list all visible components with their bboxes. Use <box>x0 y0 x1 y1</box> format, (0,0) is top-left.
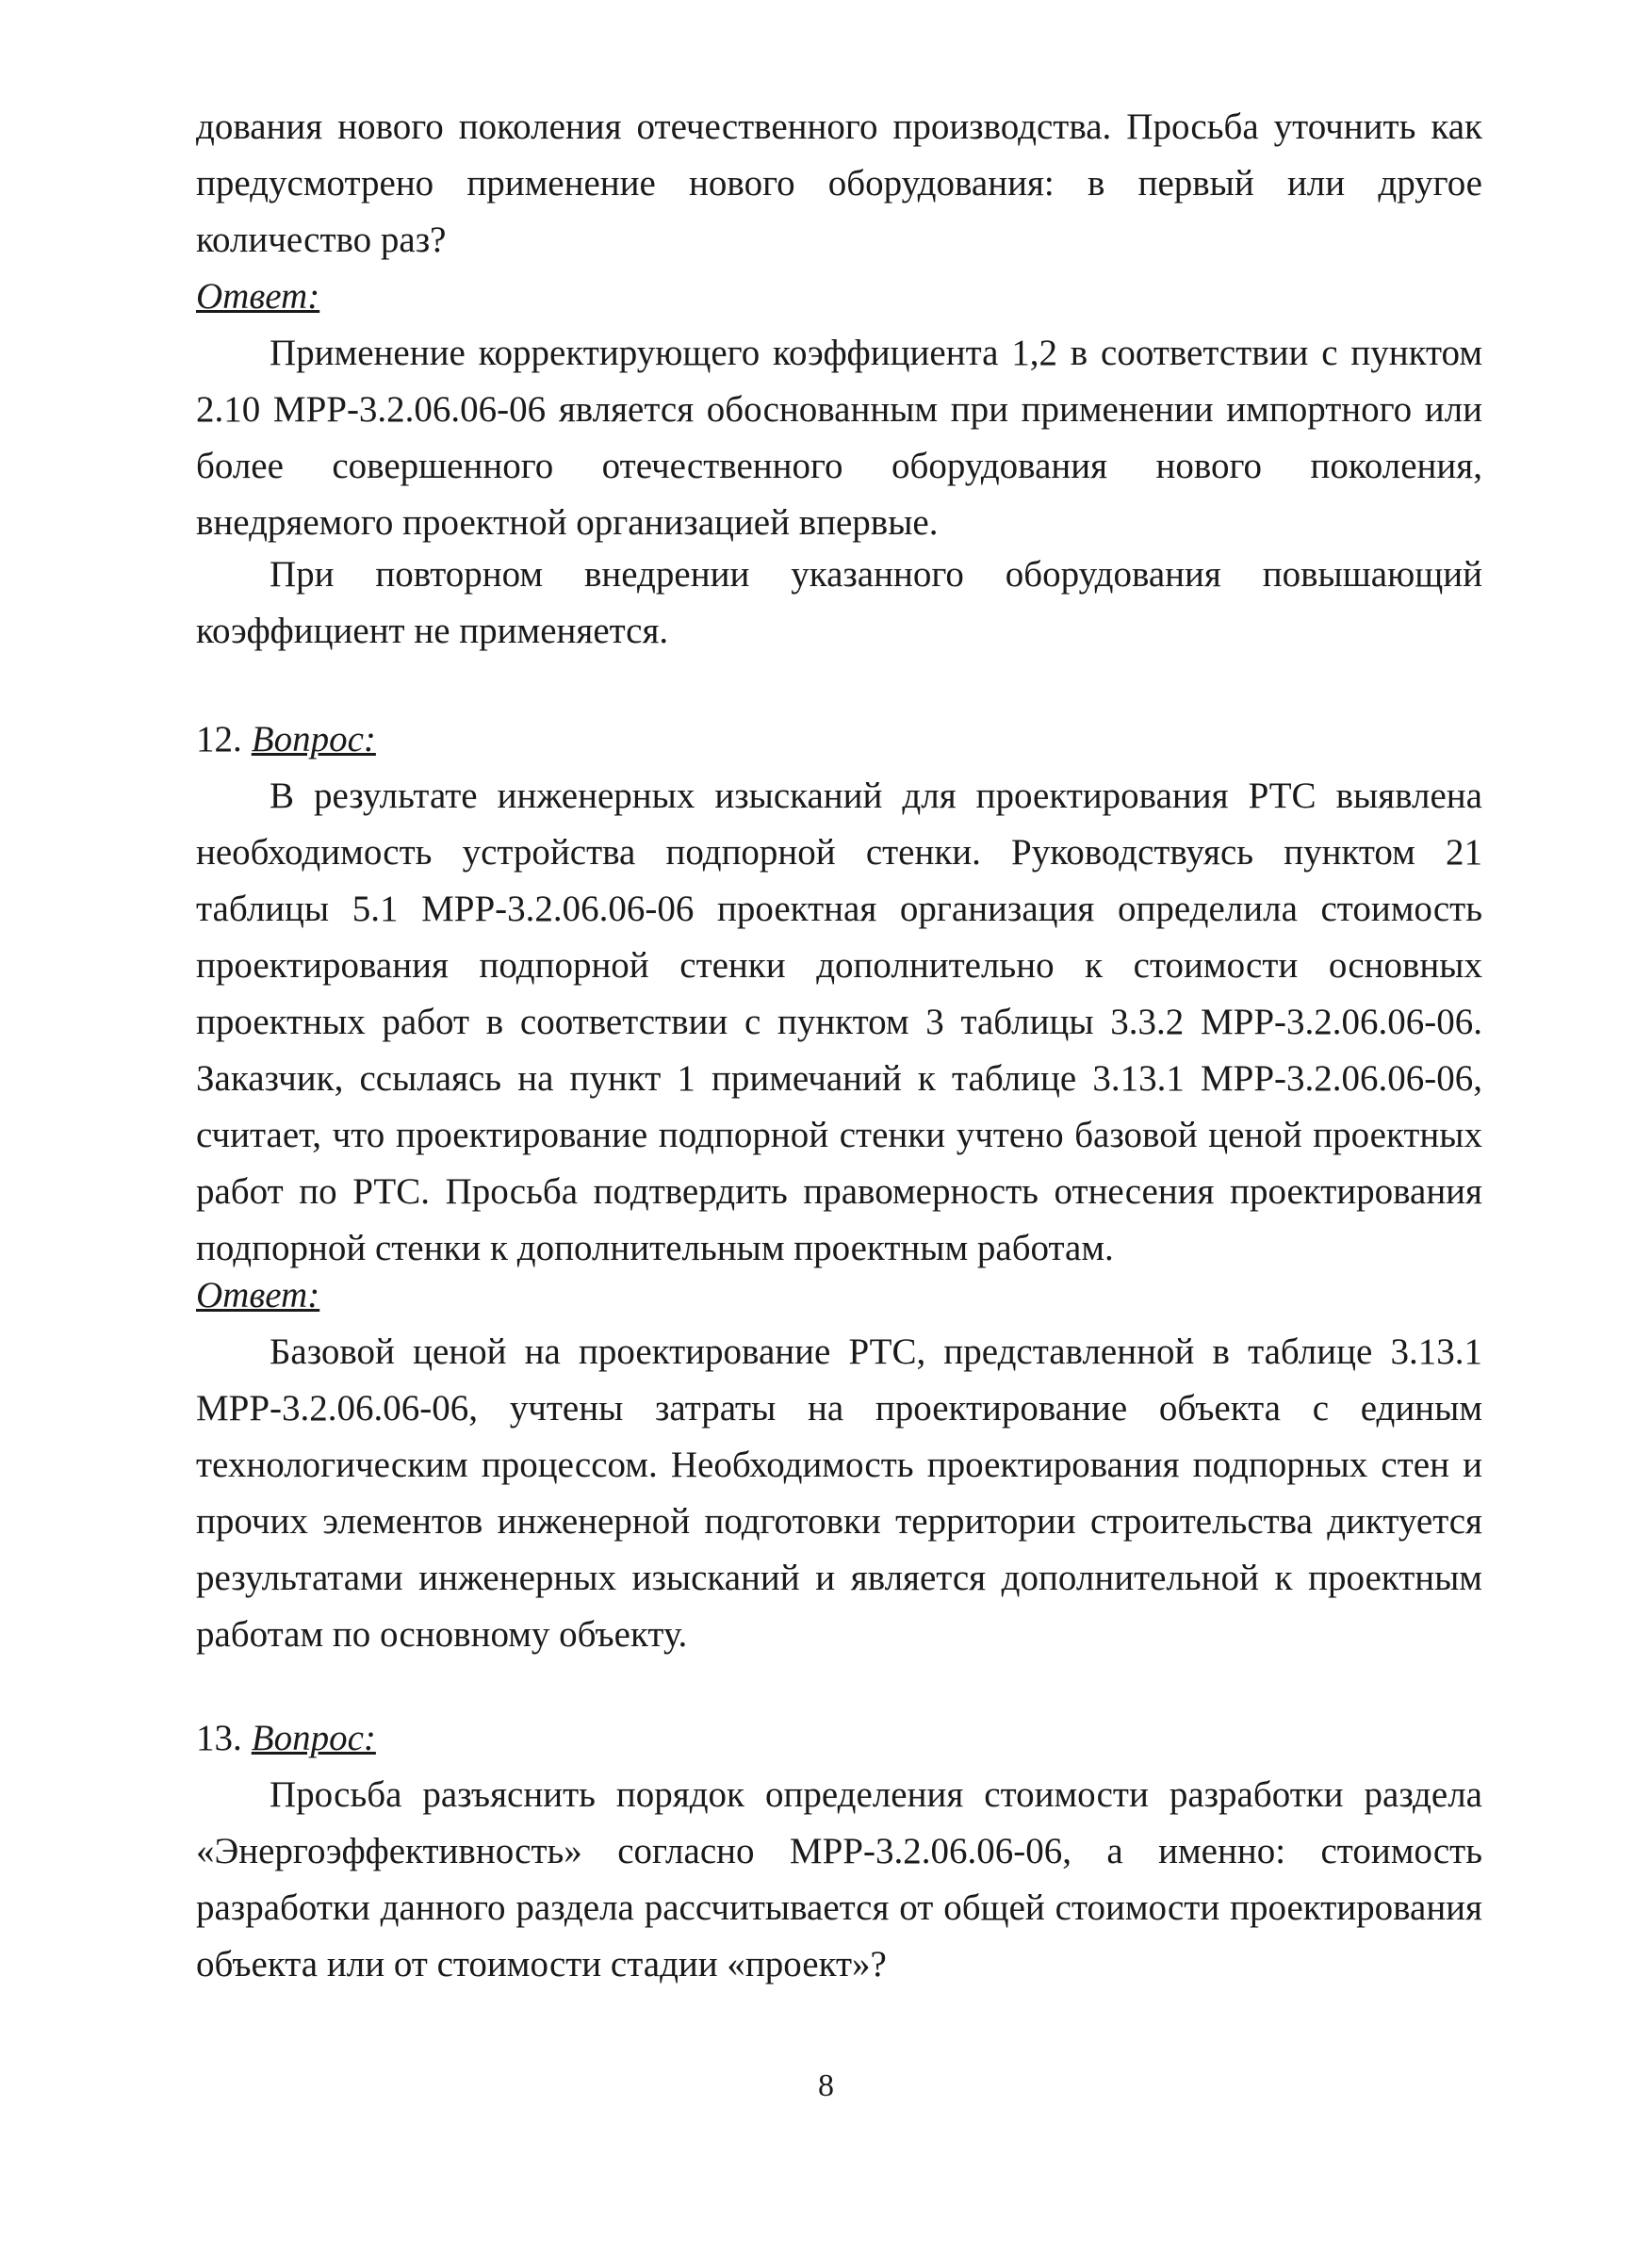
continuation-paragraph <box>196 99 1482 269</box>
question-13-text: Просьба разъяснить порядок определения стоимости разработки раздела «Энергоэффективность» согласно МРР-3.2.06.06-06, а именно: стоимость разработки данного раздела рассчитывается от общей стоимости проектирования объекта или от стоимости стадии «проект»? <box>196 1774 1482 1984</box>
answer-11-text-1: Применение корректирующего коэффициента 1,2 в соответствии с пунктом 2.10 МРР-3.2.06.06-06 является обоснованным при применении импортного или более совершенного отечественного оборудования нового поколения, внедряемого проектной организацией впервые. <box>196 333 1482 543</box>
question-12-number: 12. <box>196 719 242 760</box>
question-12-paragraph <box>196 768 1482 1277</box>
answer-12-heading <box>196 1267 1482 1324</box>
answer-11-text-2: При повторном внедрении указанного оборудования повышающий коэффициент не применяется. <box>196 554 1482 651</box>
answer-11-heading <box>196 269 1482 325</box>
page-number: 8 <box>818 2068 834 2103</box>
continuation-text: дования нового поколения отечественного производства. Просьба уточнить как предусмотрено применение нового оборудования: в первый или другое количество раз? <box>196 106 1482 260</box>
question-label: Вопрос: <box>251 719 376 760</box>
answer-label: Ответ: <box>196 1275 320 1315</box>
question-13-number: 13. <box>196 1718 242 1758</box>
question-12-heading <box>196 711 1482 768</box>
answer-12-text: Базовой ценой на проектирование РТС, представленной в таблице 3.13.1 МРР-3.2.06.06-06, учтены затраты на проектирование объекта с единым технологическим процессом. Необходимость проектирования подпорных стен и прочих элементов инженерной подготовки территории строительства диктуется результатами инженерных изысканий и является дополнительной к проектным работам по основному объекту. <box>196 1331 1482 1655</box>
question-13-heading <box>196 1710 1482 1767</box>
question-label: Вопрос: <box>251 1718 376 1758</box>
answer-11-paragraph-1 <box>196 325 1482 551</box>
answer-11-paragraph-2 <box>196 547 1482 660</box>
answer-label: Ответ: <box>196 276 320 317</box>
question-12-text: В результате инженерных изысканий для проектирования РТС выявлена необходимость устройства подпорной стенки. Руководствуясь пунктом 21 таблицы 5.1 МРР-3.2.06.06-06 проектная организация определила стоимость проектирования подпорной стенки дополнительно к стоимости основных проектных работ в соответствии с пунктом 3 таблицы 3.3.2 МРР-3.2.06.06-06. Заказчик, ссылаясь на пункт 1 примечаний к таблице 3.13.1 МРР-3.2.06.06-06, считает, что проектирование подпорной стенки учтено базовой ценой проектных работ по РТС. Просьба подтвердить правомерность отнесения проектирования подпорной стенки к дополнительным проектным работам. <box>196 776 1482 1268</box>
question-13-paragraph <box>196 1767 1482 1993</box>
answer-12-paragraph <box>196 1324 1482 1663</box>
